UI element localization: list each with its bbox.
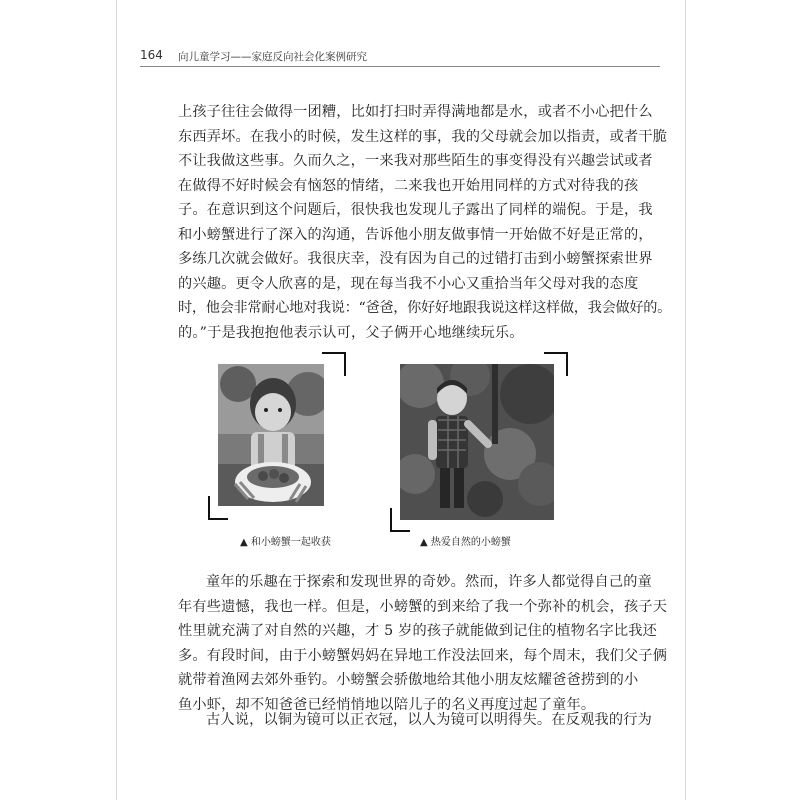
photo-caption: ▲ 和小螃蟹一起收获	[240, 537, 331, 548]
photo-corner-frame	[390, 508, 410, 532]
text-line: 和小螃蟹进行了深入的沟通，告诉他小朋友做事情一开始做不好是正常的，	[178, 226, 653, 243]
text-line: 的。”于是我抱抱他表示认可，父子俩开心地继续玩乐。	[178, 324, 524, 341]
text-line: 时，他会非常耐心地对我说：“爸爸，你好好地跟我说这样这样做，我会做好的。	[178, 300, 672, 316]
running-title: 向儿童学习——家庭反向社会化案例研究	[178, 51, 367, 63]
photo-boy-with-basket-image	[218, 364, 324, 506]
text-line: 年有些遗憾，我也一样。但是，小螃蟹的到来给了我一个弥补的机会，孩子天	[178, 598, 668, 615]
text-line: 性里就充满了对自然的兴趣，才 5 岁的孩子就能做到记住的植物名字比我还	[178, 623, 658, 639]
text-line: 多。有段时间，由于小螃蟹妈妈在异地工作没法回来，每个周末，我们父子俩	[178, 647, 668, 664]
text-line: 多练几次就会做好。我很庆幸，没有因为自己的过错打击到小螃蟹探索世界	[178, 251, 653, 267]
text-line: 东西弄坏。在我小的时候，发生这样的事，我的父母就会加以指责，或者干脆	[178, 128, 668, 145]
header-rule	[140, 66, 660, 67]
photo-corner-frame	[322, 352, 346, 376]
text-line: 的兴趣。更令人欣喜的是，现在每当我不小心又重拾当年父母对我的态度	[178, 275, 639, 292]
photo-caption: ▲ 热爱自然的小螃蟹	[420, 537, 511, 548]
text-line: 不让我做这些事。久而久之，一来我对那些陌生的事变得没有兴趣尝试或者	[178, 153, 653, 169]
paragraph-1	[178, 100, 672, 345]
photo-boy-in-forest-image	[400, 364, 554, 520]
page-header	[140, 46, 660, 66]
text-line: 上孩子往往会做得一团糟，比如打扫时弄得满地都是水，或者不小心把什么	[178, 104, 653, 120]
paragraph-3	[178, 708, 653, 733]
photo-corner-frame	[544, 352, 568, 376]
text-line: 鱼小虾，却不知爸爸已经悄悄地以陪儿子的名义再度过起了童年。	[178, 696, 596, 713]
photo-boy-in-forest	[400, 364, 554, 520]
photo-boy-with-basket	[218, 364, 324, 506]
page-number: 164	[140, 48, 163, 62]
paragraph-2	[178, 570, 668, 717]
text-line: 就带着渔网去郊外垂钓。小螃蟹会骄傲地给其他小朋友炫耀爸爸捞到的小	[178, 672, 639, 688]
text-line: 子。在意识到这个问题后，很快我也发现儿子露出了同样的端倪。于是，我	[178, 202, 653, 218]
text-line: 古人说，以铜为镜可以正衣冠，以人为镜可以明得失。在反观我的行为	[206, 712, 653, 728]
text-line: 在做得不好时候会有恼怒的情绪，二来我也开始用同样的方式对待我的孩	[178, 177, 639, 194]
text-line: 童年的乐趣在于探索和发现世界的奇妙。然而，许多人都觉得自己的童	[206, 574, 653, 590]
photo-corner-frame	[208, 496, 228, 520]
